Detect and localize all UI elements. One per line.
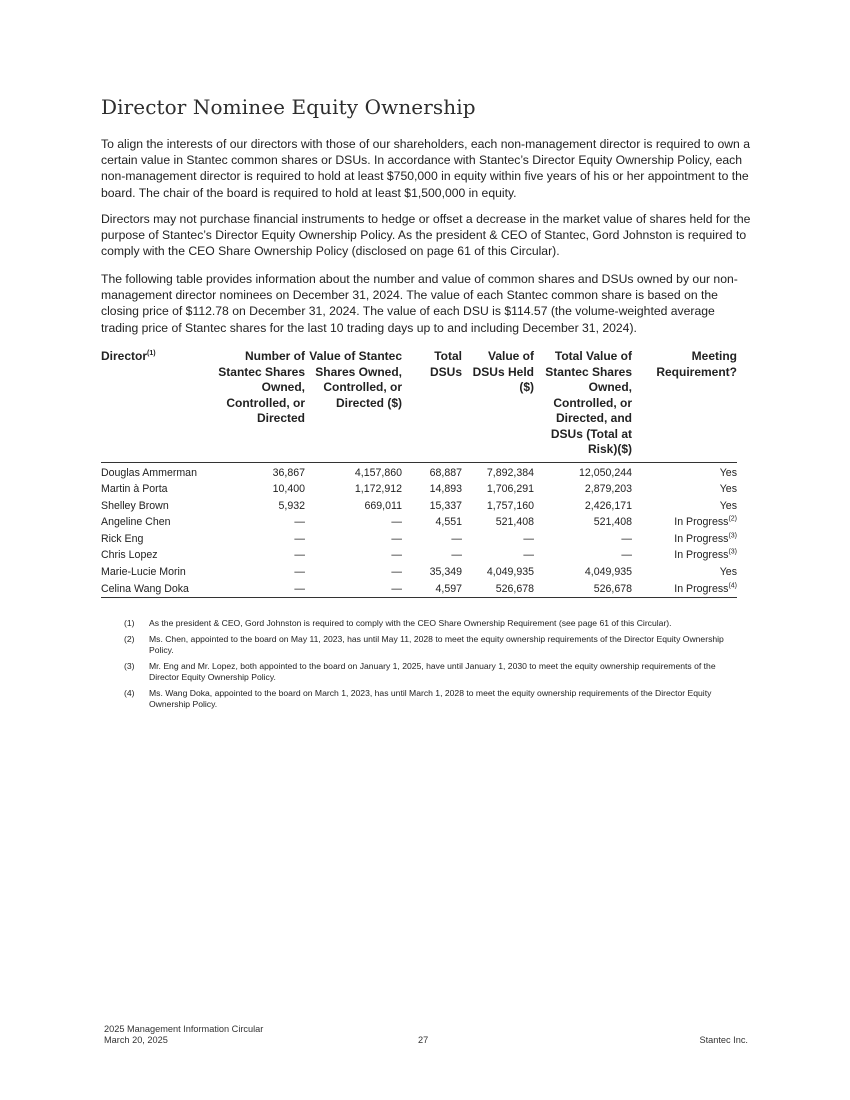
cell-value-shares: —: [305, 581, 402, 598]
cell-meeting-requirement: [632, 462, 737, 481]
header-total-value: Total Value of Stantec Shares Owned, Controlled, or Directed, and DSUs (Total at Risk)($): [534, 346, 632, 462]
cell-value-shares: 1,172,912: [354, 483, 402, 496]
cell-meeting-requirement: [632, 498, 737, 515]
cell-value-dsus: 521,408: [495, 516, 534, 529]
cell-value-shares: —: [391, 532, 402, 545]
cell-total-value: 4,049,935: [584, 566, 632, 579]
header-director: Director$^{(1)}$: [101, 346, 209, 462]
cell-meeting-requirement: [632, 581, 737, 598]
cell-total-dsus: 4,597: [402, 581, 462, 598]
cell-director-name: Chris Lopez: [101, 549, 158, 562]
cell-value-dsus: 7,892,384: [486, 466, 534, 479]
page-number: 27: [418, 1035, 429, 1045]
table-header-row: [101, 346, 737, 462]
cell-total-value: —: [621, 532, 632, 545]
cell-meeting-requirement: [632, 531, 737, 548]
cell-director-name: Marie-Lucie Morin: [101, 566, 186, 579]
footnotes: [124, 618, 744, 715]
table-description-paragraph: The following table provides information about the number and value of common shares and DSUs owned by our non-management director nominees on December 31, 2024. The value of each Stantec common share is based on the closing price of $112.78 on December 31, 2024. The value of each DSU is $114.57 (the volume-weighted average trading price of Stantec shares for the last 10 trading days up to and including December 31, 2024).: [101, 272, 738, 335]
hedging-paragraph: Directors may not purchase financial instruments to hedge or offset a decrease in the market value of shares held for the purpose of Stantec’s Director Equity Ownership Policy. As the president & CEO of Stantec, Gord Johnston is required to comply with the CEO Share Ownership Policy (disclosed on page 61 of this Circular).: [101, 212, 751, 259]
table-row: [101, 547, 737, 564]
cell-shares-owned: —: [294, 516, 305, 529]
meeting-footnote-ref: (4): [728, 582, 737, 590]
cell-value-shares: 4,157,860: [354, 466, 402, 479]
footer-document-name: 2025 Management Information Circular: [104, 1024, 264, 1034]
cell-meeting-requirement: [632, 547, 737, 564]
footnote: [124, 661, 744, 683]
cell-director-name: Martin à Porta: [101, 483, 168, 496]
meeting-status: Yes: [719, 566, 737, 579]
cell-total-dsus: 35,349: [429, 566, 462, 579]
intro-paragraph: To align the interests of our directors with those of our shareholders, each non-management director is required to own a certain value in Stantec common shares or DSUs. In accordance with Stantec’s Director Equity Ownership Policy, each non-management director is required to hold at least $750,000 in equity within five years of his or her appointment to the board. The chair of the board is required to hold at least $1,500,000 in equity.: [101, 137, 750, 200]
table-row: [101, 498, 737, 515]
meeting-status: Yes: [719, 483, 737, 496]
table-row: [101, 514, 737, 531]
equity-ownership-table: [101, 346, 737, 598]
footnote: [124, 618, 744, 629]
footnote-number: (1): [124, 618, 135, 628]
cell-shares-owned: —: [209, 581, 305, 598]
cell-shares-owned: 10,400: [272, 483, 305, 496]
cell-total-value: 526,678: [534, 581, 632, 598]
footnote-text: As the president & CEO, Gord Johnston is required to comply with the CEO Share Ownership Requirement (see page 61 of this Circular).: [149, 618, 672, 628]
cell-shares-owned: 36,867: [272, 466, 305, 479]
meeting-status: Yes: [719, 499, 737, 512]
cell-value-shares: —: [391, 566, 402, 579]
header-director-footnote: (1): [147, 350, 156, 357]
cell-director-name: Celina Wang Doka: [101, 581, 209, 598]
meeting-footnote-ref: (2): [728, 515, 737, 523]
footer-date: March 20, 2025: [104, 1035, 168, 1045]
footer-company: Stantec Inc.: [699, 1035, 748, 1045]
meeting-status: In Progress: [674, 516, 729, 529]
header-value-dsus: Value of DSUs Held ($): [462, 346, 534, 462]
footnote-text: Ms. Wang Doka, appointed to the board on March 1, 2023, has until March 1, 2028 to meet the equity ownership requirements of the Director Equity Ownership Policy.: [149, 688, 712, 709]
cell-shares-owned: 5,932: [278, 499, 305, 512]
cell-meeting-requirement: [632, 564, 737, 581]
cell-total-value: 12,050,244: [578, 466, 632, 479]
cell-value-dsus: 1,757,160: [486, 499, 534, 512]
cell-total-dsus: 15,337: [429, 499, 462, 512]
table-row: [101, 581, 737, 598]
meeting-status: Yes: [719, 466, 737, 479]
cell-total-dsus: —: [451, 532, 462, 545]
table-body: [101, 462, 737, 598]
cell-total-dsus: 14,893: [429, 483, 462, 496]
table-row: [101, 481, 737, 498]
header-total-dsus: Total DSUs: [402, 346, 462, 462]
footnote-text: Mr. Eng and Mr. Lopez, both appointed to the board on January 1, 2025, have until January 1, 2030 to meet the equity ownership requirements of the Director Equity Ownership Policy.: [149, 661, 716, 682]
footnote-number: (3): [124, 661, 135, 671]
cell-total-value: 521,408: [593, 516, 632, 529]
cell-total-dsus: 68,887: [429, 466, 462, 479]
header-value-shares: Value of Stantec Shares Owned, Controlled, or Directed ($): [305, 346, 402, 462]
cell-shares-owned: —: [294, 566, 305, 579]
cell-total-value: 2,879,203: [584, 483, 632, 496]
meeting-status: In Progress: [674, 549, 729, 562]
cell-value-shares: —: [391, 516, 402, 529]
cell-meeting-requirement: [632, 514, 737, 531]
footer-document-info: [104, 1024, 263, 1046]
meeting-status: In Progress: [674, 532, 729, 545]
cell-total-dsus: —: [451, 549, 462, 562]
footnote-number: (4): [124, 688, 135, 698]
cell-shares-owned: —: [294, 549, 305, 562]
table-row: [101, 462, 737, 481]
meeting-footnote-ref: (3): [728, 548, 737, 556]
page-title: Director Nominee Equity Ownership: [101, 95, 476, 119]
cell-director-name: Douglas Ammerman: [101, 466, 197, 479]
cell-total-value: 2,426,171: [584, 499, 632, 512]
cell-value-dsus: 1,706,291: [486, 483, 534, 496]
cell-meeting-requirement: [632, 481, 737, 498]
cell-value-dsus: 526,678: [462, 581, 534, 598]
cell-total-value: —: [621, 549, 632, 562]
footnote: [124, 634, 744, 656]
meeting-footnote-ref: (3): [728, 532, 737, 540]
cell-value-shares: 669,011: [364, 499, 402, 512]
cell-director-name: Angeline Chen: [101, 516, 171, 529]
cell-director-name: Shelley Brown: [101, 499, 169, 512]
footnote-number: (2): [124, 634, 135, 644]
table-row: [101, 531, 737, 548]
cell-value-dsus: —: [523, 532, 534, 545]
header-shares-owned: Number of Stantec Shares Owned, Controlled, or Directed: [209, 346, 305, 462]
cell-value-shares: —: [391, 549, 402, 562]
table-row: [101, 564, 737, 581]
cell-value-dsus: —: [523, 549, 534, 562]
cell-shares-owned: —: [294, 532, 305, 545]
header-meeting-requirement: Meeting Requirement?: [632, 346, 737, 462]
cell-total-dsus: 4,551: [435, 516, 462, 529]
footnote: [124, 688, 744, 710]
cell-director-name: Rick Eng: [101, 532, 144, 545]
footnote-text: Ms. Chen, appointed to the board on May 11, 2023, has until May 11, 2028 to meet the equity ownership requirements of the Director Equity Ownership Policy.: [149, 634, 724, 655]
cell-value-dsus: 4,049,935: [486, 566, 534, 579]
meeting-status: In Progress: [674, 582, 729, 595]
